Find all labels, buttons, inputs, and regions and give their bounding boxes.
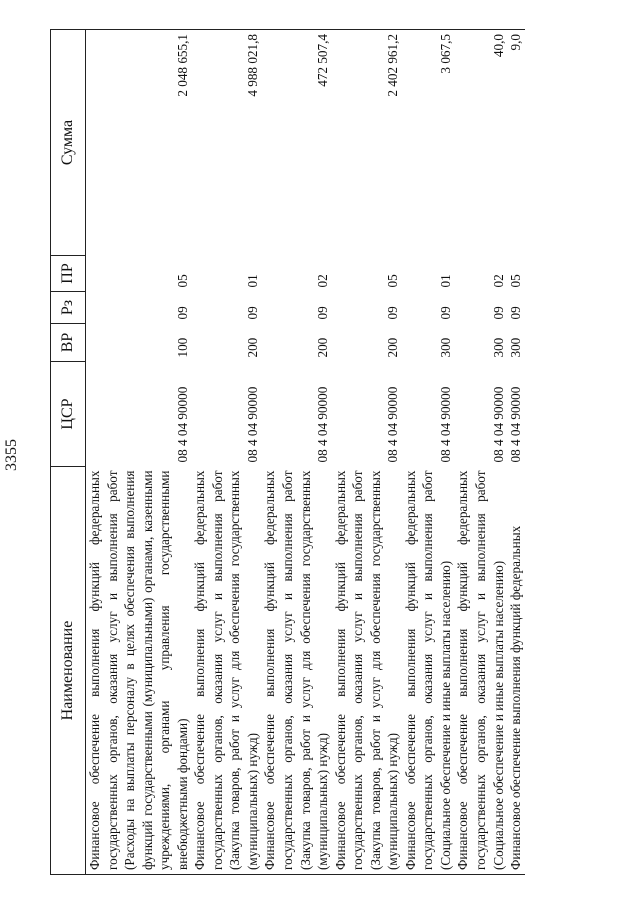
row-rz: 09 [508,306,524,320]
row-vr: 200 [244,337,260,358]
table-row [86,30,192,875]
table-row [261,30,331,875]
header-csr: ЦСР [51,362,86,467]
row-name: Финансовое обеспечение выполнения функций федеральных [507,467,525,875]
row-csr: 08 4 04 90000 [244,386,260,463]
row-pr: 05 [508,274,524,288]
row-csr: 08 4 04 90000 [490,386,506,463]
row-sum: 3 067,5 [402,30,455,256]
table-row [191,30,261,875]
row-csr: 08 4 04 90000 [385,386,401,463]
budget-table [50,29,525,875]
row-rz: 09 [174,306,190,320]
header-rz: Рз [51,292,86,324]
row-pr: 01 [437,274,453,288]
row-sum: 40,0 [454,30,507,256]
row-vr: 300 [490,337,506,358]
row-sum: 9,0 [507,30,525,256]
row-rz: 09 [244,306,260,320]
row-name: Финансовое обеспечение выполнения функций федеральных государственных органов, оказания услуг и выполнения работ (Расходы на выплаты персоналу в целях обеспечения выполнения функций государственными (муниципальными) органами, казенными учреждениями, органами управления государственными внебюджетными фондами) [86,467,192,875]
row-vr: 300 [508,337,524,358]
header-name: Наименование [51,467,86,875]
row-csr: 08 4 04 90000 [508,386,524,463]
row-name: Финансовое обеспечение выполнения функций федеральных государственных органов, оказания услуг и выполнения работ (Закупка товаров, работ и услуг для обеспечения государственных (муниципальных) нужд) [332,467,402,875]
row-sum: 2 048 655,1 [86,30,192,256]
row-name: Финансовое обеспечение выполнения функций федеральных государственных органов, оказания услуг и выполнения работ (Закупка товаров, работ и услуг для обеспечения государственных (муниципальных) нужд) [261,467,331,875]
table-row [507,30,525,875]
row-sum: 472 507,4 [261,30,331,256]
table-row [402,30,455,875]
row-rz: 09 [437,306,453,320]
row-rz: 09 [385,306,401,320]
header-vr: ВР [51,324,86,362]
row-vr: 100 [174,337,190,358]
row-pr: 01 [244,274,260,288]
row-rz: 09 [315,306,331,320]
row-rz: 09 [490,306,506,320]
row-pr: 02 [315,274,331,288]
header-sum: Сумма [51,30,86,256]
row-csr: 08 4 04 90000 [437,386,453,463]
row-vr: 200 [315,337,331,358]
row-name: Финансовое обеспечение выполнения функций федеральных государственных органов, оказания услуг и выполнения работ (Социальное обеспечение и иные выплаты населению) [402,467,455,875]
row-vr: 200 [385,337,401,358]
row-csr: 08 4 04 90000 [315,386,331,463]
row-sum: 4 988 021,8 [191,30,261,256]
row-pr: 02 [490,274,506,288]
row-name: Финансовое обеспечение выполнения функций федеральных государственных органов, оказания услуг и выполнения работ (Социальное обеспечение и иные выплаты населению) [454,467,507,875]
header-pr: ПР [51,256,86,292]
table-row [454,30,507,875]
table-row [332,30,402,875]
row-sum: 2 402 961,2 [332,30,402,256]
row-name: Финансовое обеспечение выполнения функций федеральных государственных органов, оказания услуг и выполнения работ (Закупка товаров, работ и услуг для обеспечения государственных (муниципальных) нужд) [191,467,261,875]
row-csr: 08 4 04 90000 [174,386,190,463]
row-pr: 05 [174,274,190,288]
row-vr: 300 [437,337,453,358]
page-number: 3355 [3,439,20,471]
row-pr: 05 [385,274,401,288]
table-header-row [51,30,86,875]
